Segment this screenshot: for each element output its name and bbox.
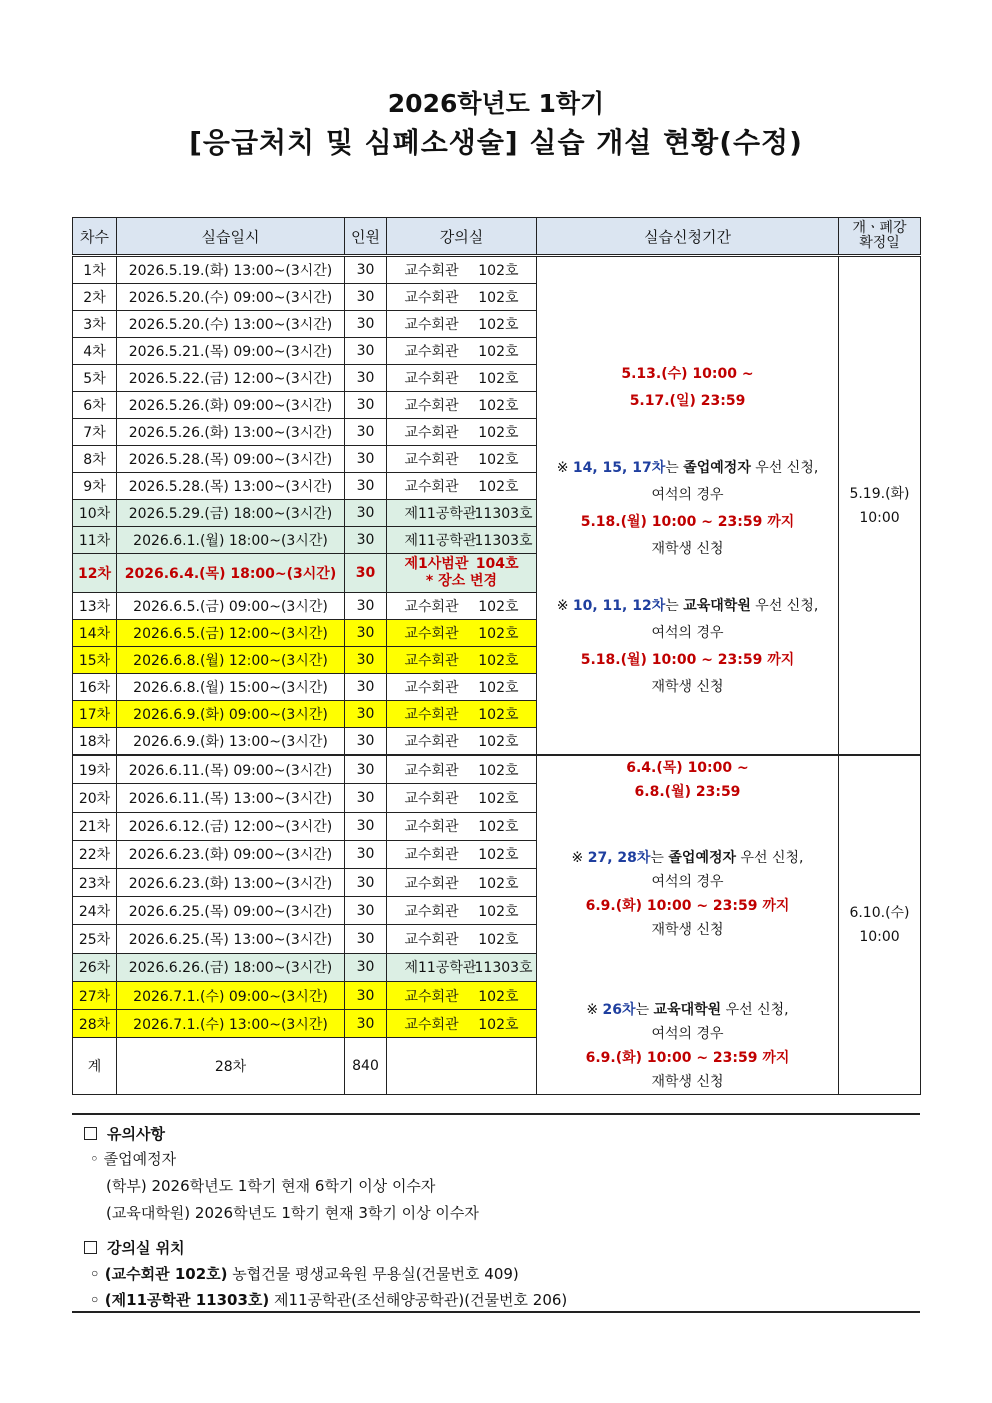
cell-datetime: 2026.5.28.(목) 09:00~(3시간) bbox=[117, 446, 345, 473]
cell-capacity: 30 bbox=[345, 284, 387, 311]
cell-room bbox=[387, 620, 537, 647]
cell-datetime: 2026.6.25.(목) 13:00~(3시간) bbox=[117, 925, 345, 953]
room-building: 교수회관 bbox=[404, 680, 459, 696]
cell-room bbox=[387, 593, 537, 620]
schedule-table bbox=[72, 217, 921, 1095]
cell-round: 26차 bbox=[73, 953, 117, 981]
priority-note-2-line4: 재학생 신청 bbox=[651, 1074, 724, 1090]
room-building: 제1사범관 bbox=[404, 556, 469, 572]
cell-datetime: 2026.5.29.(금) 18:00~(3시간) bbox=[117, 500, 345, 527]
period-cell-group2 bbox=[537, 755, 839, 1095]
room-building: 제11공학관 bbox=[404, 506, 477, 522]
location-heading bbox=[84, 1237, 185, 1258]
room-change-note: * 장소 변경 bbox=[425, 573, 498, 589]
room-building: 제11공학관 bbox=[404, 960, 477, 977]
header-room: 강의실 bbox=[387, 218, 537, 256]
room-number: 102호 bbox=[478, 847, 519, 864]
location-heading-label: 강의실 위치 bbox=[107, 1239, 185, 1257]
room-number: 102호 bbox=[478, 707, 519, 723]
total-room-empty bbox=[387, 1038, 537, 1095]
cell-capacity: 30 bbox=[345, 500, 387, 527]
room-building: 교수회관 bbox=[404, 903, 459, 920]
note-gradschool: (교육대학원) 2026학년도 1학기 현재 3학기 이상 이수자 bbox=[106, 1204, 479, 1222]
cell-round: 6차 bbox=[73, 392, 117, 419]
room-building: 교수회관 bbox=[404, 371, 459, 387]
priority-note-1-line4: 재학생 신청 bbox=[651, 540, 724, 557]
cell-datetime: 2026.5.20.(수) 13:00~(3시간) bbox=[117, 311, 345, 338]
cell-room bbox=[387, 674, 537, 701]
cell-room bbox=[387, 701, 537, 728]
cell-round: 18차 bbox=[73, 728, 117, 756]
cell-room bbox=[387, 755, 537, 784]
cell-round: 5차 bbox=[73, 365, 117, 392]
header-confirm-line2: 확정일 bbox=[859, 235, 900, 251]
table-row bbox=[73, 755, 921, 784]
room-number: 11303호 bbox=[474, 533, 533, 549]
cell-datetime: 2026.6.11.(목) 13:00~(3시간) bbox=[117, 784, 345, 812]
cell-room bbox=[387, 554, 537, 593]
room-number: 11303호 bbox=[474, 960, 533, 977]
cell-capacity: 30 bbox=[345, 554, 387, 593]
cell-room bbox=[387, 1010, 537, 1038]
priority-note-1: ※ 27, 28차는 졸업예정자 우선 신청, bbox=[571, 850, 804, 866]
checkbox-square-icon bbox=[84, 1241, 97, 1254]
priority-note-2-line2: 여석의 경우 bbox=[651, 624, 724, 641]
room-number: 102호 bbox=[478, 819, 519, 836]
cell-round: 24차 bbox=[73, 897, 117, 925]
room-building: 교수회관 bbox=[404, 452, 459, 468]
room-building: 교수회관 bbox=[404, 599, 459, 615]
cell-capacity: 30 bbox=[345, 897, 387, 925]
cell-round: 13차 bbox=[73, 593, 117, 620]
location-1-desc: 농협건물 평생교육원 무용실(건물번호 409) bbox=[227, 1265, 519, 1283]
room-number: 102호 bbox=[478, 680, 519, 696]
room-building: 교수회관 bbox=[404, 932, 459, 949]
cell-capacity: 30 bbox=[345, 953, 387, 981]
room-building: 교수회관 bbox=[404, 707, 459, 723]
cell-round: 11차 bbox=[73, 527, 117, 554]
period-line-1: 5.13.(수) 10:00 ~ bbox=[621, 365, 754, 382]
cell-datetime: 2026.5.20.(수) 09:00~(3시간) bbox=[117, 284, 345, 311]
location-2 bbox=[90, 1289, 567, 1310]
room-building: 교수회관 bbox=[404, 1016, 459, 1033]
priority-note-1-line2: 여석의 경우 bbox=[651, 486, 724, 503]
cell-datetime: 2026.6.8.(월) 12:00~(3시간) bbox=[117, 647, 345, 674]
cell-datetime: 2026.6.8.(월) 15:00~(3시간) bbox=[117, 674, 345, 701]
cell-capacity: 30 bbox=[345, 527, 387, 554]
cell-room bbox=[387, 981, 537, 1009]
cell-capacity: 30 bbox=[345, 256, 387, 284]
checkbox-square-icon bbox=[84, 1127, 97, 1140]
note-graduating: ◦ 졸업예정자 bbox=[90, 1150, 177, 1168]
cell-datetime: 2026.5.19.(화) 13:00~(3시간) bbox=[117, 256, 345, 284]
cell-round: 10차 bbox=[73, 500, 117, 527]
location-2-name: ◦ (제11공학관 11303호) bbox=[90, 1291, 270, 1309]
room-building: 교수회관 bbox=[404, 263, 459, 279]
cell-capacity: 30 bbox=[345, 925, 387, 953]
cell-capacity: 30 bbox=[345, 338, 387, 365]
room-building: 교수회관 bbox=[404, 425, 459, 441]
confirm-time: 10:00 bbox=[859, 929, 900, 945]
room-building: 교수회관 bbox=[404, 790, 459, 807]
cell-round: 12차 bbox=[73, 554, 117, 593]
room-number: 102호 bbox=[478, 903, 519, 920]
room-number: 102호 bbox=[478, 452, 519, 468]
room-number: 102호 bbox=[478, 988, 519, 1005]
priority-note-1-line4: 재학생 신청 bbox=[651, 922, 724, 938]
room-number: 102호 bbox=[478, 317, 519, 333]
cell-capacity: 30 bbox=[345, 728, 387, 756]
cell-capacity: 30 bbox=[345, 647, 387, 674]
cell-capacity: 30 bbox=[345, 840, 387, 868]
room-number: 102호 bbox=[478, 425, 519, 441]
cell-datetime: 2026.5.21.(목) 09:00~(3시간) bbox=[117, 338, 345, 365]
cell-round: 3차 bbox=[73, 311, 117, 338]
room-number: 11303호 bbox=[474, 506, 533, 522]
priority-note-2: ※ 10, 11, 12차는 교육대학원 우선 신청, bbox=[556, 597, 819, 614]
cell-room bbox=[387, 446, 537, 473]
room-building: 교수회관 bbox=[404, 626, 459, 642]
confirm-cell-group1 bbox=[839, 256, 921, 756]
cell-room bbox=[387, 473, 537, 500]
cell-room bbox=[387, 897, 537, 925]
cell-room bbox=[387, 419, 537, 446]
priority-note-2-line4: 재학생 신청 bbox=[651, 678, 724, 695]
cell-round: 14차 bbox=[73, 620, 117, 647]
cell-datetime: 2026.6.11.(목) 09:00~(3시간) bbox=[117, 755, 345, 784]
room-building: 교수회관 bbox=[404, 653, 459, 669]
room-building: 제11공학관 bbox=[404, 533, 477, 549]
room-number: 102호 bbox=[478, 263, 519, 279]
cell-round: 25차 bbox=[73, 925, 117, 953]
cell-datetime: 2026.6.1.(월) 18:00~(3시간) bbox=[117, 527, 345, 554]
total-capacity: 840 bbox=[345, 1038, 387, 1095]
cell-capacity: 30 bbox=[345, 593, 387, 620]
priority-note-1-line2: 여석의 경우 bbox=[651, 874, 724, 890]
location-1 bbox=[90, 1263, 519, 1284]
cell-round: 27차 bbox=[73, 981, 117, 1009]
cell-datetime: 2026.5.26.(화) 09:00~(3시간) bbox=[117, 392, 345, 419]
cell-room bbox=[387, 365, 537, 392]
cell-datetime: 2026.5.28.(목) 13:00~(3시간) bbox=[117, 473, 345, 500]
header-confirm bbox=[839, 218, 921, 256]
room-building: 교수회관 bbox=[404, 290, 459, 306]
room-building: 교수회관 bbox=[404, 988, 459, 1005]
room-building: 교수회관 bbox=[404, 762, 459, 779]
cell-datetime: 2026.7.1.(수) 13:00~(3시간) bbox=[117, 1010, 345, 1038]
cell-round: 22차 bbox=[73, 840, 117, 868]
room-building: 교수회관 bbox=[404, 344, 459, 360]
cell-room bbox=[387, 392, 537, 419]
cell-room bbox=[387, 925, 537, 953]
cell-round: 8차 bbox=[73, 446, 117, 473]
location-1-name: ◦ (교수회관 102호) bbox=[90, 1265, 228, 1283]
room-number: 102호 bbox=[478, 762, 519, 779]
cell-capacity: 30 bbox=[345, 981, 387, 1009]
priority-note-1-period: 6.9.(화) 10:00 ~ 23:59 까지 bbox=[585, 898, 790, 914]
period-cell-group1 bbox=[537, 256, 839, 756]
cell-round: 9차 bbox=[73, 473, 117, 500]
cell-room bbox=[387, 527, 537, 554]
priority-note-2-period: 5.18.(월) 10:00 ~ 23:59 까지 bbox=[580, 651, 795, 668]
cell-capacity: 30 bbox=[345, 392, 387, 419]
room-number: 102호 bbox=[478, 1016, 519, 1033]
cell-capacity: 30 bbox=[345, 784, 387, 812]
cell-datetime: 2026.7.1.(수) 09:00~(3시간) bbox=[117, 981, 345, 1009]
priority-note-2-line2: 여석의 경우 bbox=[651, 1026, 724, 1042]
cell-datetime: 2026.5.26.(화) 13:00~(3시간) bbox=[117, 419, 345, 446]
cell-room bbox=[387, 728, 537, 756]
cell-room bbox=[387, 284, 537, 311]
confirm-cell-group2 bbox=[839, 755, 921, 1095]
room-building: 교수회관 bbox=[404, 398, 459, 414]
cell-capacity: 30 bbox=[345, 701, 387, 728]
period-line-2: 6.8.(월) 23:59 bbox=[634, 784, 741, 800]
cell-round: 28차 bbox=[73, 1010, 117, 1038]
cell-room bbox=[387, 256, 537, 284]
cell-round: 2차 bbox=[73, 284, 117, 311]
period-line-2: 5.17.(일) 23:59 bbox=[629, 392, 746, 409]
cell-capacity: 30 bbox=[345, 755, 387, 784]
notes-heading-label: 유의사항 bbox=[107, 1125, 165, 1143]
cell-capacity: 30 bbox=[345, 446, 387, 473]
cell-room bbox=[387, 500, 537, 527]
cell-room bbox=[387, 840, 537, 868]
cell-capacity: 30 bbox=[345, 473, 387, 500]
room-building: 교수회관 bbox=[404, 317, 459, 333]
priority-note-2: ※ 26차는 교육대학원 우선 신청, bbox=[586, 1002, 789, 1018]
cell-capacity: 30 bbox=[345, 311, 387, 338]
cell-room bbox=[387, 784, 537, 812]
notes-section bbox=[72, 1113, 920, 1313]
cell-round: 1차 bbox=[73, 256, 117, 284]
cell-room bbox=[387, 647, 537, 674]
room-number: 102호 bbox=[478, 479, 519, 495]
room-number: 102호 bbox=[478, 790, 519, 807]
room-building: 교수회관 bbox=[404, 479, 459, 495]
cell-datetime: 2026.6.23.(화) 09:00~(3시간) bbox=[117, 840, 345, 868]
cell-room bbox=[387, 953, 537, 981]
room-building: 교수회관 bbox=[404, 734, 459, 750]
header-confirm-line1: 개ㆍ폐강 bbox=[852, 220, 907, 236]
cell-datetime: 2026.6.12.(금) 12:00~(3시간) bbox=[117, 812, 345, 840]
document-title: 2026학년도 1학기 bbox=[387, 89, 605, 118]
cell-round: 21차 bbox=[73, 812, 117, 840]
room-number: 102호 bbox=[478, 599, 519, 615]
cell-round: 19차 bbox=[73, 755, 117, 784]
cell-round: 15차 bbox=[73, 647, 117, 674]
cell-round: 7차 bbox=[73, 419, 117, 446]
cell-capacity: 30 bbox=[345, 365, 387, 392]
room-number: 102호 bbox=[478, 290, 519, 306]
confirm-time: 10:00 bbox=[859, 509, 900, 526]
cell-capacity: 30 bbox=[345, 812, 387, 840]
cell-room bbox=[387, 311, 537, 338]
room-number: 102호 bbox=[478, 734, 519, 750]
cell-datetime: 2026.5.22.(금) 12:00~(3시간) bbox=[117, 365, 345, 392]
total-label: 계 bbox=[73, 1038, 117, 1095]
total-rounds: 28차 bbox=[117, 1038, 345, 1095]
room-number: 104호 bbox=[475, 556, 519, 572]
room-number: 102호 bbox=[478, 653, 519, 669]
cell-datetime: 2026.6.9.(화) 13:00~(3시간) bbox=[117, 728, 345, 756]
cell-capacity: 30 bbox=[345, 620, 387, 647]
cell-room bbox=[387, 812, 537, 840]
note-undergrad: (학부) 2026학년도 1학기 현재 6학기 이상 이수자 bbox=[106, 1177, 436, 1195]
cell-round: 16차 bbox=[73, 674, 117, 701]
room-number: 102호 bbox=[478, 932, 519, 949]
header-capacity: 인원 bbox=[345, 218, 387, 256]
room-number: 102호 bbox=[478, 398, 519, 414]
table-row bbox=[73, 256, 921, 284]
room-building: 교수회관 bbox=[404, 819, 459, 836]
header-period: 실습신청기간 bbox=[537, 218, 839, 256]
room-number: 102호 bbox=[478, 626, 519, 642]
priority-note-1-period: 5.18.(월) 10:00 ~ 23:59 까지 bbox=[580, 513, 795, 530]
cell-capacity: 30 bbox=[345, 674, 387, 701]
cell-capacity: 30 bbox=[345, 1010, 387, 1038]
cell-datetime: 2026.6.5.(금) 09:00~(3시간) bbox=[117, 593, 345, 620]
room-number: 102호 bbox=[478, 344, 519, 360]
cell-datetime: 2026.6.26.(금) 18:00~(3시간) bbox=[117, 953, 345, 981]
room-building: 교수회관 bbox=[404, 847, 459, 864]
room-building: 교수회관 bbox=[404, 875, 459, 892]
cell-datetime: 2026.6.23.(화) 13:00~(3시간) bbox=[117, 868, 345, 896]
cell-capacity: 30 bbox=[345, 419, 387, 446]
cell-round: 17차 bbox=[73, 701, 117, 728]
priority-note-1: ※ 14, 15, 17차는 졸업예정자 우선 신청, bbox=[556, 459, 819, 476]
room-number: 102호 bbox=[478, 875, 519, 892]
cell-round: 4차 bbox=[73, 338, 117, 365]
notes-heading bbox=[84, 1123, 165, 1144]
document-subtitle: [응급처치 및 심폐소생술] 실습 개설 현황(수정) bbox=[189, 126, 803, 159]
confirm-date: 5.19.(화) bbox=[849, 485, 910, 502]
location-2-desc: 제11공학관(조선해양공학관)(건물번호 206) bbox=[269, 1291, 568, 1309]
header-datetime: 실습일시 bbox=[117, 218, 345, 256]
confirm-date: 6.10.(수) bbox=[849, 905, 910, 921]
cell-round: 20차 bbox=[73, 784, 117, 812]
cell-datetime: 2026.6.9.(화) 09:00~(3시간) bbox=[117, 701, 345, 728]
cell-room bbox=[387, 868, 537, 896]
cell-capacity: 30 bbox=[345, 868, 387, 896]
period-line-1: 6.4.(목) 10:00 ~ bbox=[626, 760, 749, 776]
cell-round: 23차 bbox=[73, 868, 117, 896]
cell-datetime: 2026.6.4.(목) 18:00~(3시간) bbox=[117, 554, 345, 593]
cell-datetime: 2026.6.25.(목) 09:00~(3시간) bbox=[117, 897, 345, 925]
room-number: 102호 bbox=[478, 371, 519, 387]
priority-note-2-period: 6.9.(화) 10:00 ~ 23:59 까지 bbox=[585, 1050, 790, 1066]
header-round: 차수 bbox=[73, 218, 117, 256]
cell-datetime: 2026.6.5.(금) 12:00~(3시간) bbox=[117, 620, 345, 647]
cell-room bbox=[387, 338, 537, 365]
